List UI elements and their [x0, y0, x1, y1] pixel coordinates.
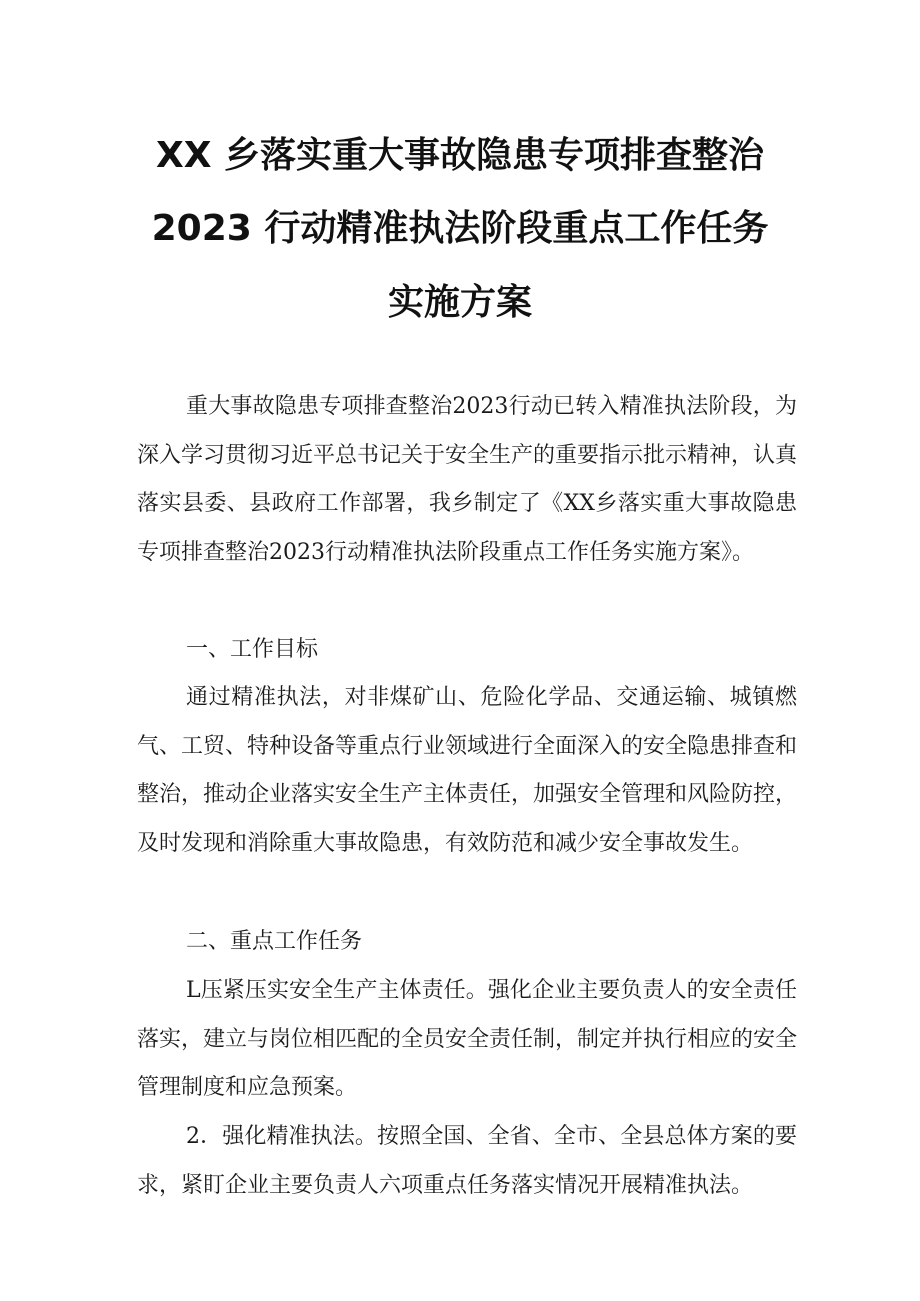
- document-title-line-2: 2023 行动精准执法阶段重点工作任务: [151, 208, 769, 249]
- section-heading-goals: 一、工作目标: [186, 637, 319, 662]
- task-item-1: L压紧压实安全生产主体责任。强化企业主要负责人的安全责任落实，建立与岗位相匹配的全员安全责任制，制定并执行相应的安全管理制度和应急预案。: [137, 978, 798, 1101]
- task-item-2: 2．强化精准执法。按照全国、全省、全市、全县总体方案的要求，紧盯企业主要负责人六项重点任务落实情况开展精准执法。: [137, 1124, 797, 1198]
- section-heading-tasks: 二、重点工作任务: [186, 929, 363, 954]
- intro-paragraph: 重大事故隐患专项排查整治2023行动已转入精准执法阶段，为深入学习贯彻习近平总书记关于安全生产的重要指示批示精神，认真落实县委、县政府工作部署，我乡制定了《XX乡落实重大事故隐患专项排查整治2023行动精准执法阶段重点工作任务实施方案》。: [137, 394, 798, 566]
- goals-paragraph: 通过精准执法，对非煤矿山、危险化学品、交通运输、城镇燃气、工贸、特种设备等重点行业领域进行全面深入的安全隐患排查和整治，推动企业落实安全生产主体责任，加强安全管理和风险防控，及时发现和消除重大事故隐患，有效防范和减少安全事故发生。: [137, 685, 798, 857]
- document-title-line-1: XX 乡落实重大事故隐患专项排查整治: [155, 135, 765, 176]
- document-title-line-3: 实施方案: [387, 282, 532, 323]
